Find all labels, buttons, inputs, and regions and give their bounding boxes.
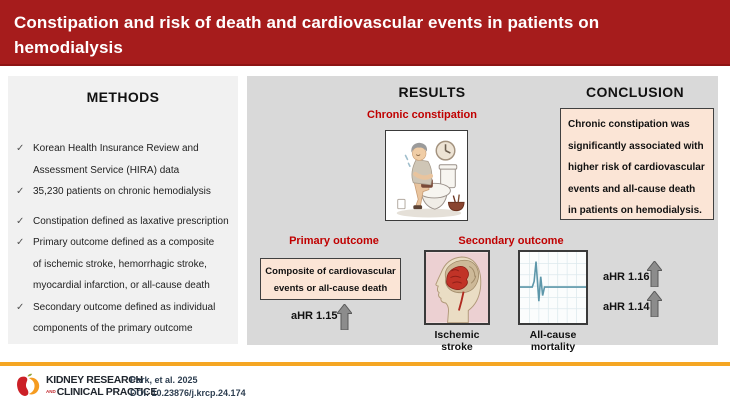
methods-item	[16, 297, 232, 340]
up-arrow-icon	[647, 291, 662, 317]
kidney-journal-logo-icon	[14, 372, 42, 400]
journal-name-and: AND	[46, 389, 56, 394]
all-cause-mortality-illustration	[518, 250, 588, 325]
methods-heading: METHODS	[86, 89, 160, 105]
title-banner	[0, 0, 730, 66]
methods-panel	[8, 76, 238, 344]
journal-name-line1: KIDNEY RESEARCH	[46, 374, 143, 386]
doi-text: DOI: 10.23876/j.krcp.24.174	[130, 388, 246, 398]
methods-item-text: Primary outcome defined as a composite of ischemic stroke, hemorrhagic stroke, myocardial infarction, or all-cause death	[33, 237, 215, 291]
results-heading: RESULTS	[398, 84, 466, 100]
footer	[0, 366, 730, 408]
citation-block	[130, 374, 246, 400]
primary-ahr-value: aHR 1.15	[291, 310, 338, 322]
journal-name-line2-text: CLINICAL PRACTICE	[56, 386, 158, 398]
methods-item	[16, 211, 232, 233]
methods-list	[16, 138, 232, 340]
methods-item	[16, 181, 232, 203]
conclusion-heading: CONCLUSION	[585, 84, 685, 100]
methods-item-text: Korean Health Insurance Review and Assessment Service (HIRA) data	[33, 143, 199, 176]
citation-text: Park, et al. 2025	[130, 375, 198, 385]
up-arrow-icon	[337, 304, 352, 330]
methods-item-text: Constipation defined as laxative prescription	[33, 215, 229, 227]
secondary-ahr-value: aHR 1.14	[603, 301, 650, 313]
results-panel	[247, 76, 718, 353]
methods-item-text: 35,230 patients on chronic hemodialysis	[33, 186, 211, 197]
constipation-toilet-illustration	[385, 130, 468, 221]
checkmark-icon: ✓	[16, 186, 25, 197]
primary-outcome-box: Composite of cardiovascular events or all-cause death	[260, 258, 401, 300]
up-arrow-icon	[647, 261, 662, 287]
brain-stroke-icon	[426, 252, 488, 323]
checkmark-icon: ✓	[16, 301, 25, 313]
checkmark-icon: ✓	[16, 237, 25, 248]
checkmark-icon: ✓	[16, 143, 25, 154]
secondary-ahr-value: aHR 1.16	[603, 271, 650, 283]
ecg-flatline-icon	[520, 252, 586, 323]
secondary-outcome-label: Secondary outcome	[458, 235, 564, 247]
chronic-constipation-label: Chronic constipation	[367, 109, 477, 121]
methods-item-text: Secondary outcome defined as individual components of the primary outcome	[33, 301, 216, 334]
ischemic-stroke-caption: Ischemic stroke	[434, 329, 480, 353]
methods-item	[16, 232, 232, 297]
conclusion-box: Chronic constipation was significantly associated with higher risk of cardiovascular events and all-cause death in patients on hemodialysis.	[560, 108, 714, 220]
primary-outcome-label: Primary outcome	[289, 235, 379, 247]
ischemic-stroke-illustration	[424, 250, 490, 325]
checkmark-icon: ✓	[16, 215, 25, 227]
elderly-man-on-toilet-icon	[386, 131, 467, 220]
all-cause-mortality-caption: All-cause mortality	[529, 329, 577, 353]
page-title: Constipation and risk of death and cardiovascular events in patients on hemodialysis	[14, 13, 600, 57]
methods-item	[16, 138, 232, 181]
